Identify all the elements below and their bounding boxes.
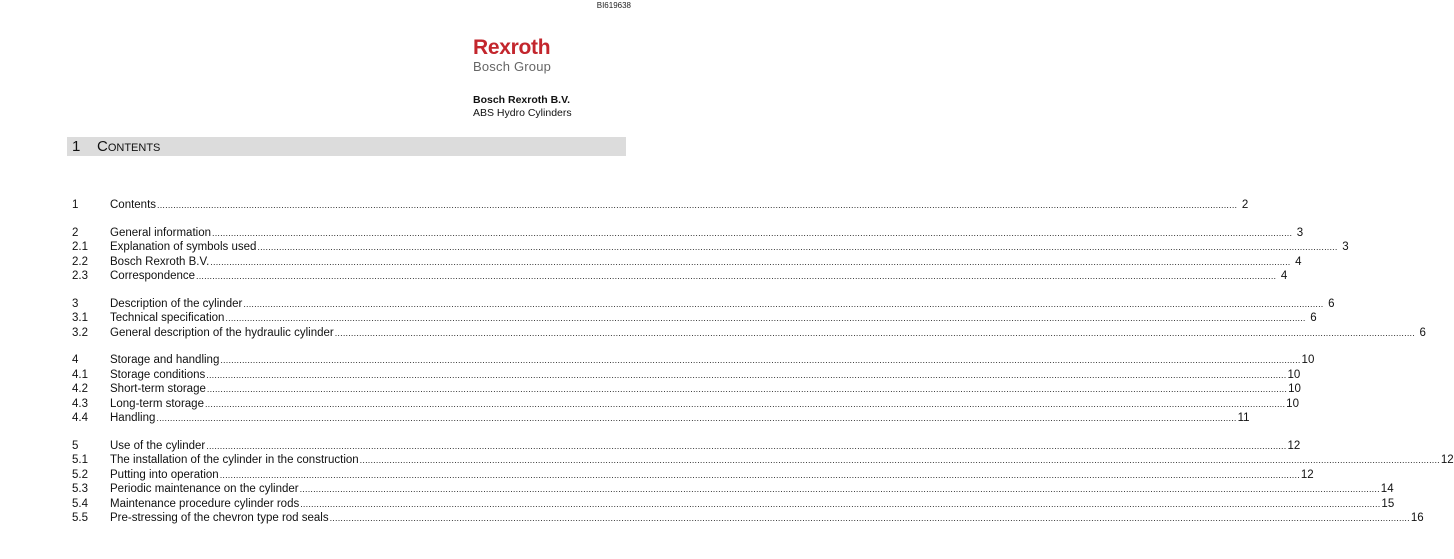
toc-dot-leader: ................................................................................................................................................................................................................................................................................................................................................................................................................: [206, 440, 1287, 451]
document-id: BI619638: [596, 1, 631, 10]
toc-entry[interactable]: [72, 326, 1426, 341]
toc-entry-page: 10: [1301, 354, 1315, 366]
toc-group: [72, 297, 1426, 341]
toc-entry[interactable]: [72, 439, 1301, 454]
toc-entry-number: 2.3: [72, 270, 88, 282]
toc-dot-leader: ................................................................................................................................................................................................................................................................................................................................................................................................................: [334, 327, 1415, 338]
toc-entry-title: Contents: [110, 199, 157, 211]
toc-entry-page: 12: [1287, 439, 1301, 452]
toc-entry-page: 3: [1296, 226, 1304, 239]
toc-entry-title: Explanation of symbols used: [110, 241, 257, 253]
toc-entry-number: 4.2: [72, 383, 88, 395]
toc-dot-leader: ................................................................................................................................................................................................................................................................................................................................................................................................................: [243, 298, 1324, 309]
toc-entry-title: General information: [110, 226, 211, 239]
toc-entry-number: 2: [72, 226, 79, 239]
toc-entry[interactable]: [72, 226, 1304, 241]
toc-entry[interactable]: [72, 453, 1454, 468]
toc-entry-title: The installation of the cylinder in the construction: [110, 454, 359, 466]
toc-entry-page: 12: [1440, 454, 1454, 466]
toc-entry[interactable]: [72, 482, 1394, 497]
toc-entry-number: 3.2: [72, 326, 88, 339]
toc-dot-leader: ................................................................................................................................................................................................................................................................................................................................................................................................................: [300, 498, 1381, 509]
toc-dot-leader: ................................................................................................................................................................................................................................................................................................................................................................................................................: [206, 384, 1288, 394]
toc-entry[interactable]: [72, 269, 1288, 284]
division-name: ABS Hydro Cylinders: [473, 107, 572, 119]
toc-entry-page: 10: [1286, 397, 1299, 410]
toc-entry-title: General description of the hydraulic cylinder: [110, 326, 334, 339]
toc-entry-page: 14: [1380, 483, 1394, 495]
toc-entry-title: Description of the cylinder: [110, 297, 243, 310]
toc-entry-title: Short-term storage: [110, 383, 206, 395]
toc-entry-page: 11: [1237, 412, 1250, 424]
toc-group: [72, 226, 1349, 284]
toc-entry[interactable]: [72, 255, 1302, 270]
brand-subtitle: Bosch Group: [473, 59, 552, 74]
company-block: [473, 94, 572, 120]
toc-entry-title: Pre-stressing of the chevron type rod seals: [110, 512, 329, 524]
toc-dot-leader: ................................................................................................................................................................................................................................................................................................................................................................................................................: [359, 455, 1440, 465]
toc-entry-page: 2: [1241, 199, 1249, 211]
toc-dot-leader: ................................................................................................................................................................................................................................................................................................................................................................................................................: [257, 242, 1338, 252]
toc-entry-page: 6: [1310, 312, 1317, 324]
toc-entry-title: Putting into operation: [110, 468, 219, 481]
toc-entry[interactable]: [72, 311, 1317, 326]
section-heading: [67, 137, 626, 156]
toc-dot-leader: ................................................................................................................................................................................................................................................................................................................................................................................................................: [299, 484, 1380, 494]
toc-entry-page: 16: [1410, 512, 1424, 524]
toc-dot-leader: ................................................................................................................................................................................................................................................................................................................................................................................................................: [212, 227, 1293, 238]
toc-entry-number: 5: [72, 439, 79, 452]
toc-entry-number: 5.2: [72, 468, 88, 481]
toc-entry[interactable]: [72, 468, 1314, 483]
toc-entry[interactable]: [72, 382, 1301, 397]
toc-dot-leader: ................................................................................................................................................................................................................................................................................................................................................................................................................: [329, 513, 1410, 523]
toc-dot-leader: ................................................................................................................................................................................................................................................................................................................................................................................................................: [157, 200, 1238, 210]
toc-entry-number: 5.1: [72, 454, 88, 466]
toc-entry-number: 2.2: [72, 255, 88, 268]
toc-dot-leader: ................................................................................................................................................................................................................................................................................................................................................................................................................: [225, 313, 1306, 323]
toc-entry-page: 15: [1381, 497, 1395, 510]
toc-entry-page: 10: [1287, 368, 1301, 381]
toc-entry-number: 4.4: [72, 412, 88, 424]
toc-entry-number: 3: [72, 297, 79, 310]
toc-entry[interactable]: [72, 353, 1315, 368]
toc-entry[interactable]: [72, 198, 1249, 213]
toc-group: [72, 439, 1454, 526]
toc-dot-leader: ................................................................................................................................................................................................................................................................................................................................................................................................................: [196, 271, 1277, 281]
section-title: Contents: [97, 138, 161, 155]
toc-entry[interactable]: [72, 397, 1299, 412]
toc-entry-title: Technical specification: [110, 312, 225, 324]
toc-entry-title: Periodic maintenance on the cylinder: [110, 483, 299, 495]
toc-entry-title: Storage and handling: [110, 354, 220, 366]
toc-dot-leader: ................................................................................................................................................................................................................................................................................................................................................................................................................: [204, 398, 1286, 409]
toc-entry-page: 3: [1342, 241, 1349, 253]
toc-entry[interactable]: [72, 497, 1395, 512]
toc-entry-number: 3.1: [72, 312, 88, 324]
toc-entry-number: 2.1: [72, 241, 88, 253]
company-name: Bosch Rexroth B.V.: [473, 94, 571, 106]
toc-entry-title: Bosch Rexroth B.V.: [110, 255, 210, 268]
toc-group: [72, 198, 1249, 213]
toc-entry-page: 6: [1328, 297, 1335, 310]
toc-entry[interactable]: [72, 411, 1250, 426]
toc-dot-leader: ................................................................................................................................................................................................................................................................................................................................................................................................................: [220, 355, 1301, 365]
toc-entry-number: 5.4: [72, 497, 88, 510]
toc-entry-title: Correspondence: [110, 270, 196, 282]
toc-entry-page: 4: [1295, 255, 1302, 268]
toc-dot-leader: ................................................................................................................................................................................................................................................................................................................................................................................................................: [156, 413, 1237, 423]
toc-entry-number: 5.5: [72, 512, 88, 524]
toc-entry-page: 6: [1419, 326, 1426, 339]
toc-entry[interactable]: [72, 297, 1335, 312]
toc-entry-page: 10: [1288, 383, 1301, 395]
toc-entry-page: 4: [1280, 270, 1288, 282]
toc-entry-page: 12: [1300, 468, 1314, 481]
toc-dot-leader: ................................................................................................................................................................................................................................................................................................................................................................................................................: [219, 469, 1300, 480]
toc-entry[interactable]: [72, 240, 1349, 255]
brand-name: Rexroth: [473, 36, 551, 59]
toc-entry-title: Use of the cylinder: [110, 439, 206, 452]
section-number: 1: [72, 138, 81, 155]
toc-entry-title: Handling: [110, 412, 156, 424]
toc-entry-number: 4: [72, 354, 79, 366]
toc-entry[interactable]: [72, 368, 1301, 383]
toc-entry-number: 5.3: [72, 483, 88, 495]
toc-entry[interactable]: [72, 511, 1424, 526]
toc-dot-leader: ................................................................................................................................................................................................................................................................................................................................................................................................................: [210, 256, 1291, 267]
toc-entry-title: Storage conditions: [110, 368, 206, 381]
table-of-contents: [72, 198, 1454, 539]
toc-entry-title: Maintenance procedure cylinder rods: [110, 497, 300, 510]
toc-dot-leader: ................................................................................................................................................................................................................................................................................................................................................................................................................: [206, 369, 1287, 380]
toc-entry-number: 4.1: [72, 368, 88, 381]
toc-entry-title: Long-term storage: [110, 397, 204, 410]
toc-group: [72, 353, 1315, 426]
toc-entry-number: 4.3: [72, 397, 88, 410]
toc-entry-number: 1: [72, 199, 79, 211]
rexroth-logo: [473, 37, 551, 74]
